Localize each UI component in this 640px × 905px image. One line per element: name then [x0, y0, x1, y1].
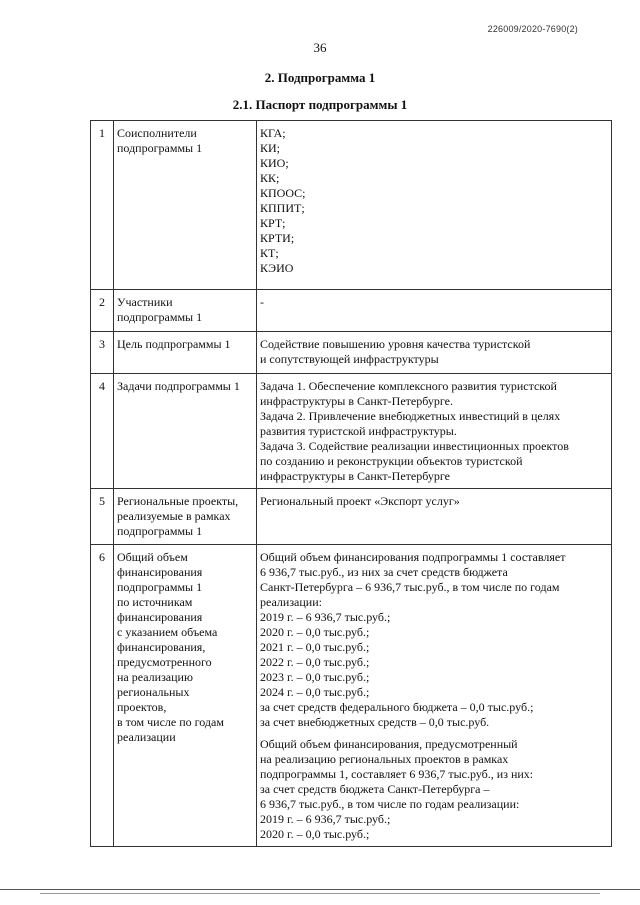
row-value-line: 2019 г. – 6 936,7 тыс.руб.;	[260, 610, 391, 624]
row-name-line: с указанием объема	[117, 625, 218, 639]
row-value-line: Общий объем финансирования, предусмотренный	[260, 737, 518, 751]
passport-table-body	[91, 121, 612, 847]
row-name-line: подпрограммы 1	[117, 580, 203, 594]
row-value-line: инфраструктуры в Санкт-Петербурге.	[260, 394, 453, 408]
section-title: 2. Подпрограмма 1	[264, 70, 376, 85]
row-value-line: по созданию и реконструкции объектов туристской	[260, 454, 523, 468]
bottom-scan-line-secondary	[40, 893, 600, 894]
passport-row-4	[91, 374, 612, 489]
bottom-scan-line	[0, 889, 640, 890]
row-name-cell	[114, 489, 257, 545]
row-value-line: на реализацию региональных проектов в рамках	[260, 752, 509, 766]
passport-row-1	[91, 121, 612, 290]
row-number: 6	[91, 545, 114, 847]
passport-row-2	[91, 290, 612, 332]
row-value-cell	[257, 332, 612, 374]
row-name-line: финансирования	[117, 610, 203, 624]
row-name-line: Участники	[117, 295, 173, 309]
row-value-line: подпрограммы 1, составляет 6 936,7 тыс.руб., из них:	[260, 767, 534, 781]
row-name-line: Региональные проекты,	[117, 494, 239, 508]
row-value-line: КРТ;	[260, 216, 286, 230]
row-name-cell	[114, 121, 257, 290]
row-name-line: Соисполнители	[117, 126, 197, 140]
row-name-line: подпрограммы 1	[117, 524, 203, 538]
row-name-line: Задачи подпрограммы 1	[117, 379, 240, 393]
row-value-line: КГА;	[260, 126, 286, 140]
row-value-line: Региональный проект «Экспорт услуг»	[260, 494, 460, 508]
row-value-line: Санкт-Петербурга – 6 936,7 тыс.руб., в том числе по годам	[260, 580, 560, 594]
row-name-line: финансирования,	[117, 640, 206, 654]
row-value-line: Общий объем финансирования подпрограммы 1 составляет	[260, 550, 566, 564]
row-value-line: 6 936,7 тыс.руб., в том числе по годам реализации:	[260, 797, 520, 811]
row-value-line: 2021 г. – 0,0 тыс.руб.;	[260, 640, 370, 654]
row-name-cell	[114, 374, 257, 489]
row-value-line: 2023 г. – 0,0 тыс.руб.;	[260, 670, 370, 684]
row-name-cell	[114, 332, 257, 374]
subprogram-passport-table	[90, 120, 612, 847]
row-number: 2	[91, 290, 114, 332]
row-name-line: подпрограммы 1	[117, 141, 203, 155]
row-value-cell	[257, 489, 612, 545]
row-value-line: КИ;	[260, 141, 281, 155]
passport-row-3	[91, 332, 612, 374]
row-name-line: проектов,	[117, 700, 167, 714]
row-name-line: в том числе по годам	[117, 715, 224, 729]
page-number: 36	[313, 40, 327, 55]
row-value-cell	[257, 545, 612, 847]
row-value-line: за счет внебюджетных средств – 0,0 тыс.руб.	[260, 715, 490, 729]
row-name-cell	[114, 545, 257, 847]
row-value-cell	[257, 290, 612, 332]
row-value-line: КППИТ;	[260, 201, 305, 215]
document-id: 226009/2020-7690(2)	[487, 24, 578, 34]
row-name-line: реализации	[117, 730, 176, 744]
row-name-cell	[114, 290, 257, 332]
row-value-line: -	[260, 295, 264, 309]
row-number: 3	[91, 332, 114, 374]
row-name-line: на реализацию	[117, 670, 193, 684]
row-value-line: КК;	[260, 171, 280, 185]
row-value-line: за счет средств федерального бюджета – 0,0 тыс.руб.;	[260, 700, 534, 714]
row-value-line: за счет средств бюджета Санкт-Петербурга –	[260, 782, 490, 796]
row-name-line: реализуемые в рамках	[117, 509, 231, 523]
row-value-line: 2020 г. – 0,0 тыс.руб.;	[260, 625, 370, 639]
row-value-line: Задача 3. Содействие реализации инвестиционных проектов	[260, 439, 569, 453]
row-value-line: 2022 г. – 0,0 тыс.руб.;	[260, 655, 370, 669]
row-value-cell	[257, 374, 612, 489]
row-number: 1	[91, 121, 114, 290]
paragraph-gap	[260, 730, 608, 737]
row-value-line: КПООС;	[260, 186, 306, 200]
row-value-cell	[257, 121, 612, 290]
row-value-line: КИО;	[260, 156, 289, 170]
section-subtitle: 2.1. Паспорт подпрограммы 1	[232, 97, 408, 112]
passport-row-6	[91, 545, 612, 847]
row-number: 5	[91, 489, 114, 545]
row-value-line: Задача 1. Обеспечение комплексного развития туристской	[260, 379, 557, 393]
row-value-line: Задача 2. Привлечение внебюджетных инвестиций в целях	[260, 409, 561, 423]
row-value-line: КРТИ;	[260, 231, 295, 245]
row-value-line: 2024 г. – 0,0 тыс.руб.;	[260, 685, 370, 699]
row-value-line: инфраструктуры в Санкт-Петербурге	[260, 469, 450, 483]
row-name-line: Общий объем	[117, 550, 188, 564]
row-value-line: и сопутствующей инфраструктуры	[260, 352, 439, 366]
row-value-line: 6 936,7 тыс.руб., из них за счет средств бюджета	[260, 565, 508, 579]
row-value-line: КТ;	[260, 246, 279, 260]
row-number: 4	[91, 374, 114, 489]
row-name-line: по источникам	[117, 595, 193, 609]
passport-row-5	[91, 489, 612, 545]
row-value-line: КЭИО	[260, 261, 294, 275]
row-name-line: финансирования	[117, 565, 203, 579]
row-name-line: предусмотренного	[117, 655, 212, 669]
row-value-line: 2019 г. – 6 936,7 тыс.руб.;	[260, 812, 391, 826]
row-name-line: региональных	[117, 685, 190, 699]
row-value-line: реализации:	[260, 595, 322, 609]
row-name-line: Цель подпрограммы 1	[117, 337, 231, 351]
row-value-line: развития туристской инфраструктуры.	[260, 424, 457, 438]
row-name-line: подпрограммы 1	[117, 310, 203, 324]
row-value-line: Содействие повышению уровня качества туристской	[260, 337, 531, 351]
row-value-line: 2020 г. – 0,0 тыс.руб.;	[260, 827, 370, 841]
